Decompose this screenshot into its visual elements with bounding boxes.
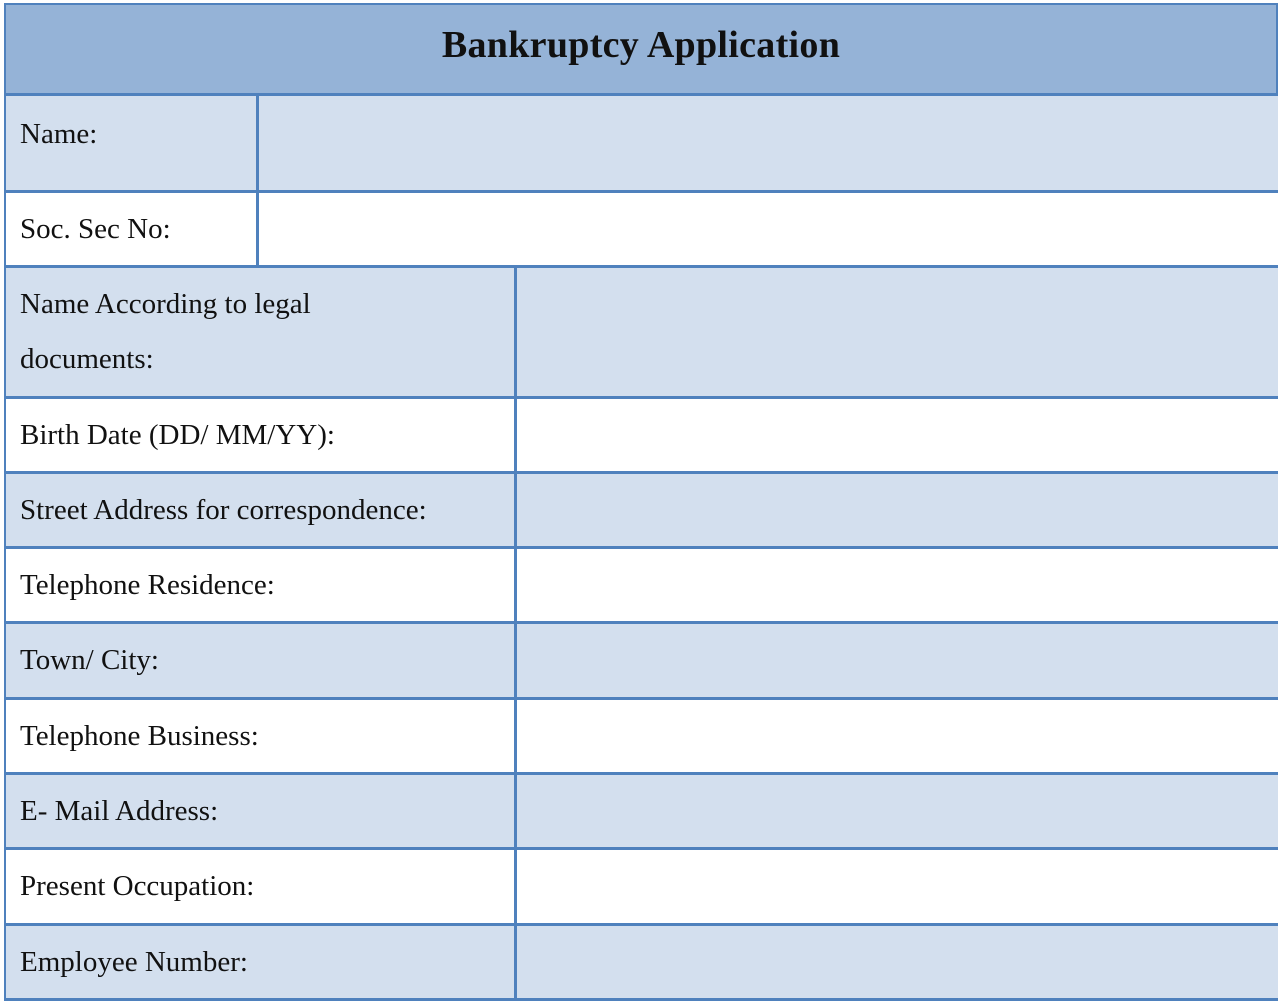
field-label-street-address: Street Address for correspondence: bbox=[6, 474, 517, 546]
form-row-legal-name bbox=[4, 268, 1278, 399]
town-city-input[interactable] bbox=[517, 624, 1278, 697]
form-row-occupation bbox=[4, 850, 1278, 926]
form-title: Bankruptcy Application bbox=[441, 24, 841, 66]
telephone-residence-input[interactable] bbox=[517, 549, 1278, 621]
legal-name-input[interactable] bbox=[517, 268, 1278, 396]
form-row-email bbox=[4, 775, 1278, 850]
telephone-business-input[interactable] bbox=[517, 700, 1278, 772]
field-label-birth-date: Birth Date (DD/ MM/YY): bbox=[6, 399, 517, 471]
field-label-ssn: Soc. Sec No: bbox=[6, 193, 259, 265]
street-address-input[interactable] bbox=[517, 474, 1278, 546]
field-label-town-city: Town/ City: bbox=[6, 624, 517, 697]
field-label-occupation: Present Occupation: bbox=[6, 850, 517, 923]
field-label-telephone-residence: Telephone Residence: bbox=[6, 549, 517, 621]
form-row-town-city bbox=[4, 624, 1278, 700]
email-input[interactable] bbox=[517, 775, 1278, 847]
form-row-ssn bbox=[4, 193, 1278, 268]
form-row-name bbox=[4, 96, 1278, 193]
form-row-telephone-business bbox=[4, 700, 1278, 775]
employee-number-input[interactable] bbox=[517, 926, 1278, 998]
field-label-email: E- Mail Address: bbox=[6, 775, 517, 847]
form-row-employee-number bbox=[4, 926, 1278, 1001]
form-row-street-address bbox=[4, 474, 1278, 549]
form-row-birth-date bbox=[4, 399, 1278, 474]
ssn-input[interactable] bbox=[259, 193, 1278, 265]
birth-date-input[interactable] bbox=[517, 399, 1278, 471]
form-header bbox=[4, 3, 1278, 96]
occupation-input[interactable] bbox=[517, 850, 1278, 923]
field-label-legal-name: Name According to legal documents: bbox=[6, 268, 517, 396]
field-label-employee-number: Employee Number: bbox=[6, 926, 517, 998]
field-label-name: Name: bbox=[6, 96, 259, 190]
name-input[interactable] bbox=[259, 96, 1278, 190]
field-label-telephone-business: Telephone Business: bbox=[6, 700, 517, 772]
form-row-telephone-residence bbox=[4, 549, 1278, 624]
